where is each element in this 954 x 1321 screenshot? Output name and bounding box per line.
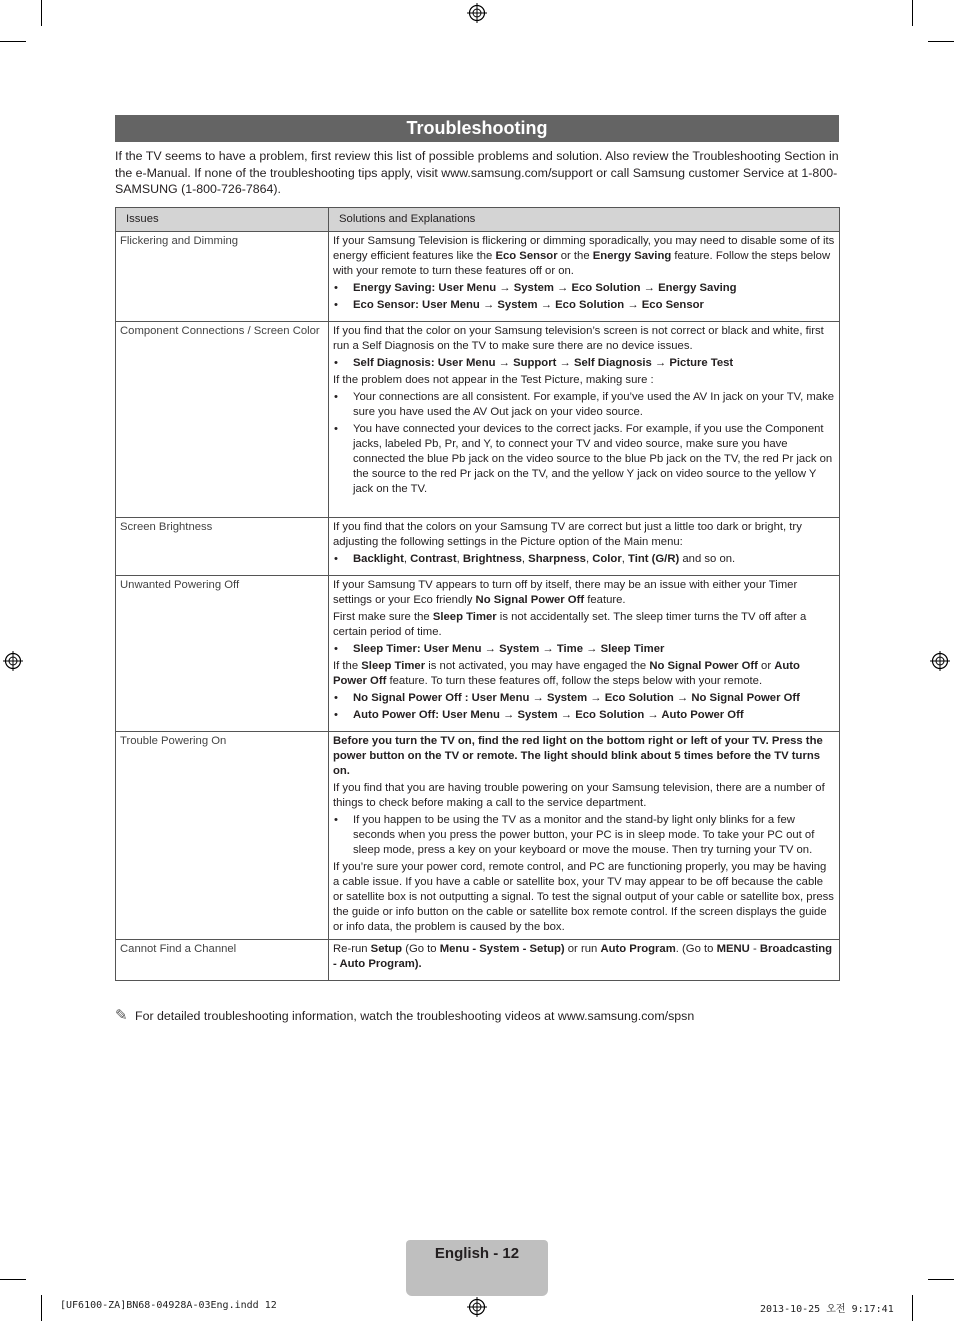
column-header-issues: Issues — [116, 208, 329, 232]
page-title: Troubleshooting — [115, 115, 839, 142]
solution-cell — [329, 518, 840, 576]
list-item: • No Signal Power Off : User Menu → System → Eco Solution → No Signal Power Off — [353, 691, 835, 706]
table-row — [116, 322, 840, 518]
crop-mark — [928, 1279, 954, 1280]
solution-list — [333, 691, 835, 723]
issue-cell: Trouble Powering On — [116, 732, 329, 940]
list-item: • You have connected your devices to the correct jacks. For example, if you use the Component jacks, labeled Pb, Pr, and Y, to connect your TV and video source, make sure you have connected the blue Pb jack on the video source to the blue Pb jack on the TV, the red Pr jack on the source to the red Pr jack on the TV, and the yellow Y jack on video source to the yellow Y jack on the TV. — [353, 422, 835, 497]
note-text: For detailed troubleshooting information, watch the troubleshooting videos at www.samsung.com/spsn — [135, 1009, 695, 1023]
solution-paragraph: If the problem does not appear in the Test Picture, making sure : — [333, 374, 654, 386]
crop-mark — [912, 1295, 913, 1321]
crop-mark — [912, 0, 913, 26]
issue-cell: Component Connections / Screen Color — [116, 322, 329, 518]
issue-cell: Screen Brightness — [116, 518, 329, 576]
table-header-row — [116, 208, 840, 232]
list-item: • Sleep Timer: User Menu → System → Time → Sleep Timer — [353, 642, 835, 657]
page-number-tab: English - 12 — [406, 1240, 548, 1296]
solution-paragraph: If your Samsung TV appears to turn off by itself, there may be an issue with either your Timer settings or your Eco friendly No Signal Power Off feature. — [333, 579, 798, 606]
solution-paragraph: If you find that you are having trouble powering on your Samsung television, there are a number of things to check before making a call to the service department. — [333, 782, 825, 809]
list-item: • Self Diagnosis: User Menu → Support → Self Diagnosis → Picture Test — [353, 356, 835, 371]
solution-list — [333, 390, 835, 497]
list-item: • Your connections are all consistent. For example, if you’ve used the AV In jack on your TV, make sure you have used the AV Out jack on your video source. — [353, 390, 835, 420]
list-item: • Backlight, Contrast, Brightness, Sharpness, Color, Tint (G/R) and so on. — [353, 552, 835, 567]
issue-cell: Cannot Find a Channel — [116, 940, 329, 981]
solution-list — [333, 813, 835, 858]
crop-mark — [0, 1279, 26, 1280]
solution-cell — [329, 232, 840, 322]
list-item: • Eco Sensor: User Menu → System → Eco Solution → Eco Sensor — [353, 298, 835, 313]
table-row — [116, 576, 840, 732]
crop-mark — [41, 0, 42, 26]
table-row — [116, 232, 840, 322]
note-pencil-icon: ✎ — [115, 1007, 128, 1024]
list-item: • Energy Saving: User Menu → System → Eco Solution → Energy Saving — [353, 281, 835, 296]
solution-paragraph: If you find that the colors on your Samsung TV are correct but just a little too dark or bright, try adjusting the following settings in the Picture option of the Main menu: — [333, 521, 802, 548]
solution-list — [333, 552, 835, 567]
solution-list — [333, 281, 835, 313]
issue-cell: Flickering and Dimming — [116, 232, 329, 322]
solution-cell — [329, 940, 840, 981]
solution-cell — [329, 322, 840, 518]
solution-paragraph: Before you turn the TV on, find the red light on the bottom right or left of your TV. Press the power button on the TV or remote. The light should blink about 5 times before the TV turns on. — [333, 735, 823, 777]
crop-mark — [928, 41, 954, 42]
solution-list — [333, 642, 835, 657]
solution-paragraph: If you’re sure your power cord, remote control, and PC are functioning properly, you may be having a cable issue. If you have a cable or satellite box, your TV may appear to be off because the cable or satellite box is not outputting a signal. To test the signal output of your cable or satellite box, press the guide or info button on the cable or satellite box remote control. If the screen displays the guide or info data, the problem is caused by the box. — [333, 861, 834, 933]
solution-paragraph: If your Samsung Television is flickering or dimming sporadically, you may need to disable some of its energy efficient features like the Eco Sensor or the Energy Saving feature. Follow the steps below with your remote to turn these features off or on. — [333, 235, 835, 277]
issue-cell: Unwanted Powering Off — [116, 576, 329, 732]
solution-paragraph: First make sure the Sleep Timer is not accidentally set. The sleep timer turns the TV off after a certain period of time. — [333, 611, 807, 638]
note-line — [115, 1008, 839, 1024]
table-row — [116, 518, 840, 576]
table-row — [116, 940, 840, 981]
crop-mark — [0, 41, 26, 42]
intro-paragraph: If the TV seems to have a problem, first review this list of possible problems and solution. Also review the Troubleshooting Section in the e-Manual. If none of the troubleshooting tips apply, visit www.samsung.com/support or call Samsung customer Service at 1-800-SAMSUNG (1-800-726-7864). — [115, 149, 839, 196]
column-header-solutions: Solutions and Explanations — [329, 208, 840, 232]
file-slug: [UF6100-ZA]BN68-04928A-03Eng.indd 12 — [60, 1300, 277, 1311]
list-item: • Auto Power Off: User Menu → System → Eco Solution → Auto Power Off — [353, 708, 835, 723]
solution-cell — [329, 576, 840, 732]
crop-mark — [41, 1295, 42, 1321]
registration-mark-icon — [467, 3, 487, 23]
print-timestamp: 2013-10-25 오전 9:17:41 — [760, 1304, 894, 1315]
solution-cell — [329, 732, 840, 940]
solution-list — [333, 356, 835, 371]
table-row — [116, 732, 840, 940]
troubleshooting-table — [115, 207, 840, 981]
list-item: • If you happen to be using the TV as a monitor and the stand-by light only blinks for a few seconds when you press the power button, your PC is in sleep mode. To take your PC out of sleep mode, press a key on your keyboard or move the mouse. Then try turning your TV on. — [353, 813, 835, 858]
solution-paragraph: If you find that the color on your Samsung television’s screen is not correct or black and white, first run a Self Diagnosis on the TV to make sure there are no device issues. — [333, 325, 824, 352]
solution-paragraph: Re-run Setup (Go to Menu - System - Setup) or run Auto Program. (Go to MENU - Broadcasting - Auto Program). — [333, 943, 833, 970]
registration-mark-icon — [3, 651, 23, 671]
solution-paragraph: If the Sleep Timer is not activated, you may have engaged the No Signal Power Off or Auto Power Off feature. To turn these features off, follow the steps below with your remote. — [333, 660, 800, 687]
registration-mark-icon — [930, 651, 950, 671]
registration-mark-icon — [467, 1297, 487, 1317]
